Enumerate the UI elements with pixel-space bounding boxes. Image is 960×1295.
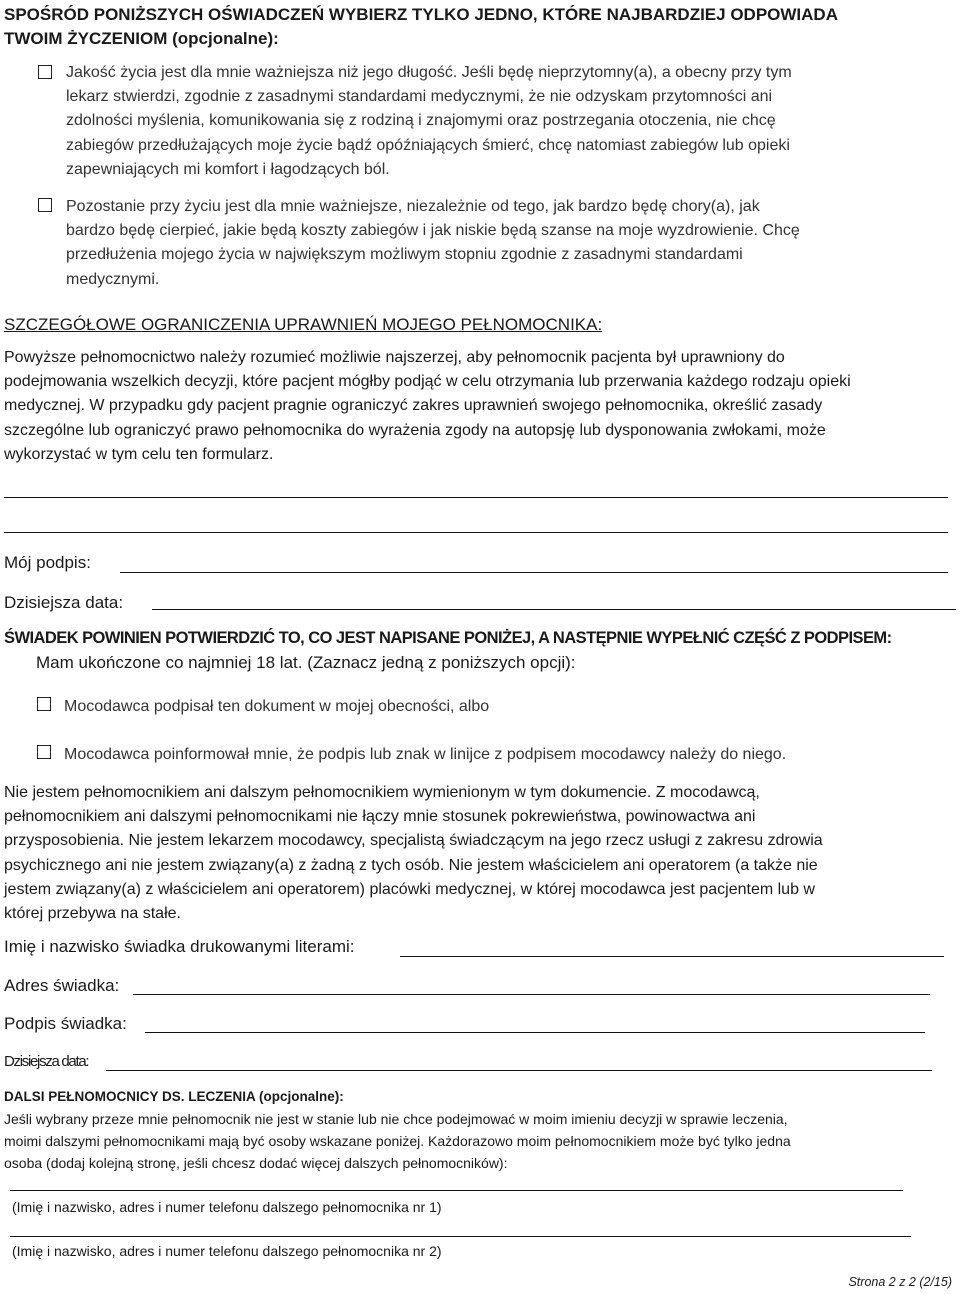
option-prolong-life-text <box>66 195 956 292</box>
my-signature-label: Mój podpis: <box>4 553 91 572</box>
option-line: medycznymi. <box>66 270 160 288</box>
alternates-heading: DALSI PEŁNOMOCNICY DS. LECZENIA (opcjonalne): <box>4 1089 344 1104</box>
witness-address-line[interactable] <box>133 994 930 995</box>
limitations-input-line-2[interactable] <box>4 532 948 533</box>
paragraph-line: przysposobienia. Nie jestem lekarzem mocodawcy, specjalistą świadczącym na jego rzecz usługi z zakresu zdrowia <box>4 832 823 850</box>
todays-date-line[interactable] <box>152 609 956 610</box>
witness-option-present-text: Mocodawca podpisał ten dokument w mojej obecności, albo <box>64 698 490 715</box>
paragraph-line: szczególne lub ograniczyć prawo pełnomocnika do wyrażenia zgody na autopsję lub dysponowania zwłokami, może <box>4 421 826 439</box>
option-line: zabiegów przedłużających moje życie bądź opóźniających śmierć, chcę natomiast zabiegów lub opieki <box>66 136 790 154</box>
witness-age-statement: Mam ukończone co najmniej 18 lat. (Zaznacz jedną z poniższych opcji): <box>36 653 576 672</box>
witness-name-label: Imię i nazwisko świadka drukowanymi literami: <box>4 937 355 956</box>
alternate-2-line[interactable] <box>10 1236 911 1237</box>
paragraph-line: wykorzystać w tym celu ten formularz. <box>4 445 274 463</box>
paragraph-line: Nie jestem pełnomocnikiem ani dalszym pełnomocnikiem wymienionym w tym dokumencie. Z mocodawcą, <box>4 784 760 801</box>
paragraph-line: moimi dalszymi pełnomocnikami mają być osoby wskazane poniżej. Każdorazowo moim pełnomocnikiem może być tylko jedna <box>4 1133 791 1149</box>
option-quality-of-life-checkbox[interactable] <box>38 65 52 79</box>
page-number: Strona 2 z 2 (2/15) <box>848 1275 952 1289</box>
alternates-paragraph <box>4 1108 959 1174</box>
option-line: Pozostanie przy życiu jest dla mnie ważniejsze, niezależnie od tego, jak bardzo będę chory(a), jak <box>66 198 760 215</box>
paragraph-line: psychicznego ani nie jestem związany(a) z żadną z tych osób. Nie jestem właścicielem ani operatorem (a także nie <box>4 856 818 874</box>
option-prolong-life-checkbox[interactable] <box>38 198 52 212</box>
limitations-input-line-1[interactable] <box>4 497 948 498</box>
witness-name-line[interactable] <box>400 956 944 957</box>
alternate-1-caption: (Imię i nazwisko, adres i numer telefonu dalszego pełnomocnika nr 1) <box>12 1199 442 1215</box>
witness-option-present-checkbox[interactable] <box>37 697 51 711</box>
witness-paragraph <box>4 781 959 926</box>
choice-heading-line-2: TWOIM ŻYCZENIOM (opcjonalne): <box>4 29 279 48</box>
alternate-1-line[interactable] <box>10 1190 903 1191</box>
witness-date-label: Dzisiejsza data: <box>4 1053 89 1070</box>
my-signature-line[interactable] <box>120 572 948 573</box>
witness-address-label: Adres świadka: <box>4 976 120 995</box>
alternate-2-caption: (Imię i nazwisko, adres i numer telefonu dalszego pełnomocnika nr 2) <box>12 1243 442 1259</box>
paragraph-line: Powyższe pełnomocnictwo należy rozumieć możliwie najszerzej, aby pełnomocnik pacjenta był uprawniony do <box>4 349 785 366</box>
witness-signature-label: Podpis świadka: <box>4 1014 127 1033</box>
option-quality-of-life-text <box>66 61 956 182</box>
witness-heading: ŚWIADEK POWINIEN POTWIERDZIĆ TO, CO JEST NAPISANE PONIŻEJ, A NASTĘPNIE WYPEŁNIĆ CZĘŚĆ Z PODPISEM: <box>4 629 892 647</box>
option-line: Jakość życia jest dla mnie ważniejsza niż jego długość. Jeśli będę nieprzytomny(a), a obecny przy tym <box>66 64 792 81</box>
witness-option-informed-text: Mocodawca poinformował mnie, że podpis lub znak w linijce z podpisem mocodawcy należy do niego. <box>64 746 787 763</box>
option-line: przedłużenia mojego życia w największym możliwym stopniu zgodnie z zasadnymi standardami <box>66 246 743 264</box>
paragraph-line: osoba (dodaj kolejną stronę, jeśli chcesz dodać więcej dalszych pełnomocników): <box>4 1155 508 1171</box>
option-line: zdolności myślenia, komunikowania się z rodziną i znajomymi oraz postrzegania otoczenia, nie chcę <box>66 112 776 130</box>
option-line: zapewniających mi komfort i łagodzących ból. <box>66 160 390 178</box>
witness-option-informed-checkbox[interactable] <box>37 745 51 759</box>
todays-date-label: Dzisiejsza data: <box>4 593 124 612</box>
option-line: lekarz stwierdzi, zgodnie z zasadnymi standardami medycznymi, że nie odzyskam przytomności ani <box>66 88 773 106</box>
paragraph-line: Jeśli wybrany przeze mnie pełnomocnik nie jest w stanie lub nie chce podejmować w moim imieniu decyzji w sprawie leczenia, <box>4 1111 788 1127</box>
paragraph-line: pełnomocnikiem ani dalszymi pełnomocnikami nie łączy mnie stosunek pokrewieństwa, powinowactwa ani <box>4 808 756 826</box>
limitations-heading: SZCZEGÓŁOWE OGRANICZENIA UPRAWNIEŃ MOJEGO PEŁNOMOCNIKA: <box>4 315 603 334</box>
paragraph-line: jestem związany(a) z właścicielem ani operatorem) placówki medycznej, w której mocodawca jest pacjentem lub w <box>4 880 815 898</box>
choice-heading-line-1: SPOŚRÓD PONIŻSZYCH OŚWIADCZEŃ WYBIERZ TYLKO JEDNO, KTÓRE NAJBARDZIEJ ODPOWIADA <box>4 5 838 24</box>
paragraph-line: podejmowania wszelkich decyzji, które pacjent mógłby podjąć w celu otrzymania lub przerwania każdego rodzaju opieki <box>4 373 851 391</box>
paragraph-line: medycznej. W przypadku gdy pacjent pragnie ograniczyć zakres uprawnień swojego pełnomocnika, określić zasady <box>4 397 823 415</box>
option-line: bardzo będę cierpieć, jakie będą koszty zabiegów i jak niskie będą szanse na moje wyzdrowienie. Chcę <box>66 222 800 240</box>
witness-signature-line[interactable] <box>145 1032 925 1033</box>
limitations-paragraph <box>4 346 959 467</box>
witness-date-line[interactable] <box>106 1070 932 1071</box>
paragraph-line: której przebywa na stałe. <box>4 905 181 923</box>
